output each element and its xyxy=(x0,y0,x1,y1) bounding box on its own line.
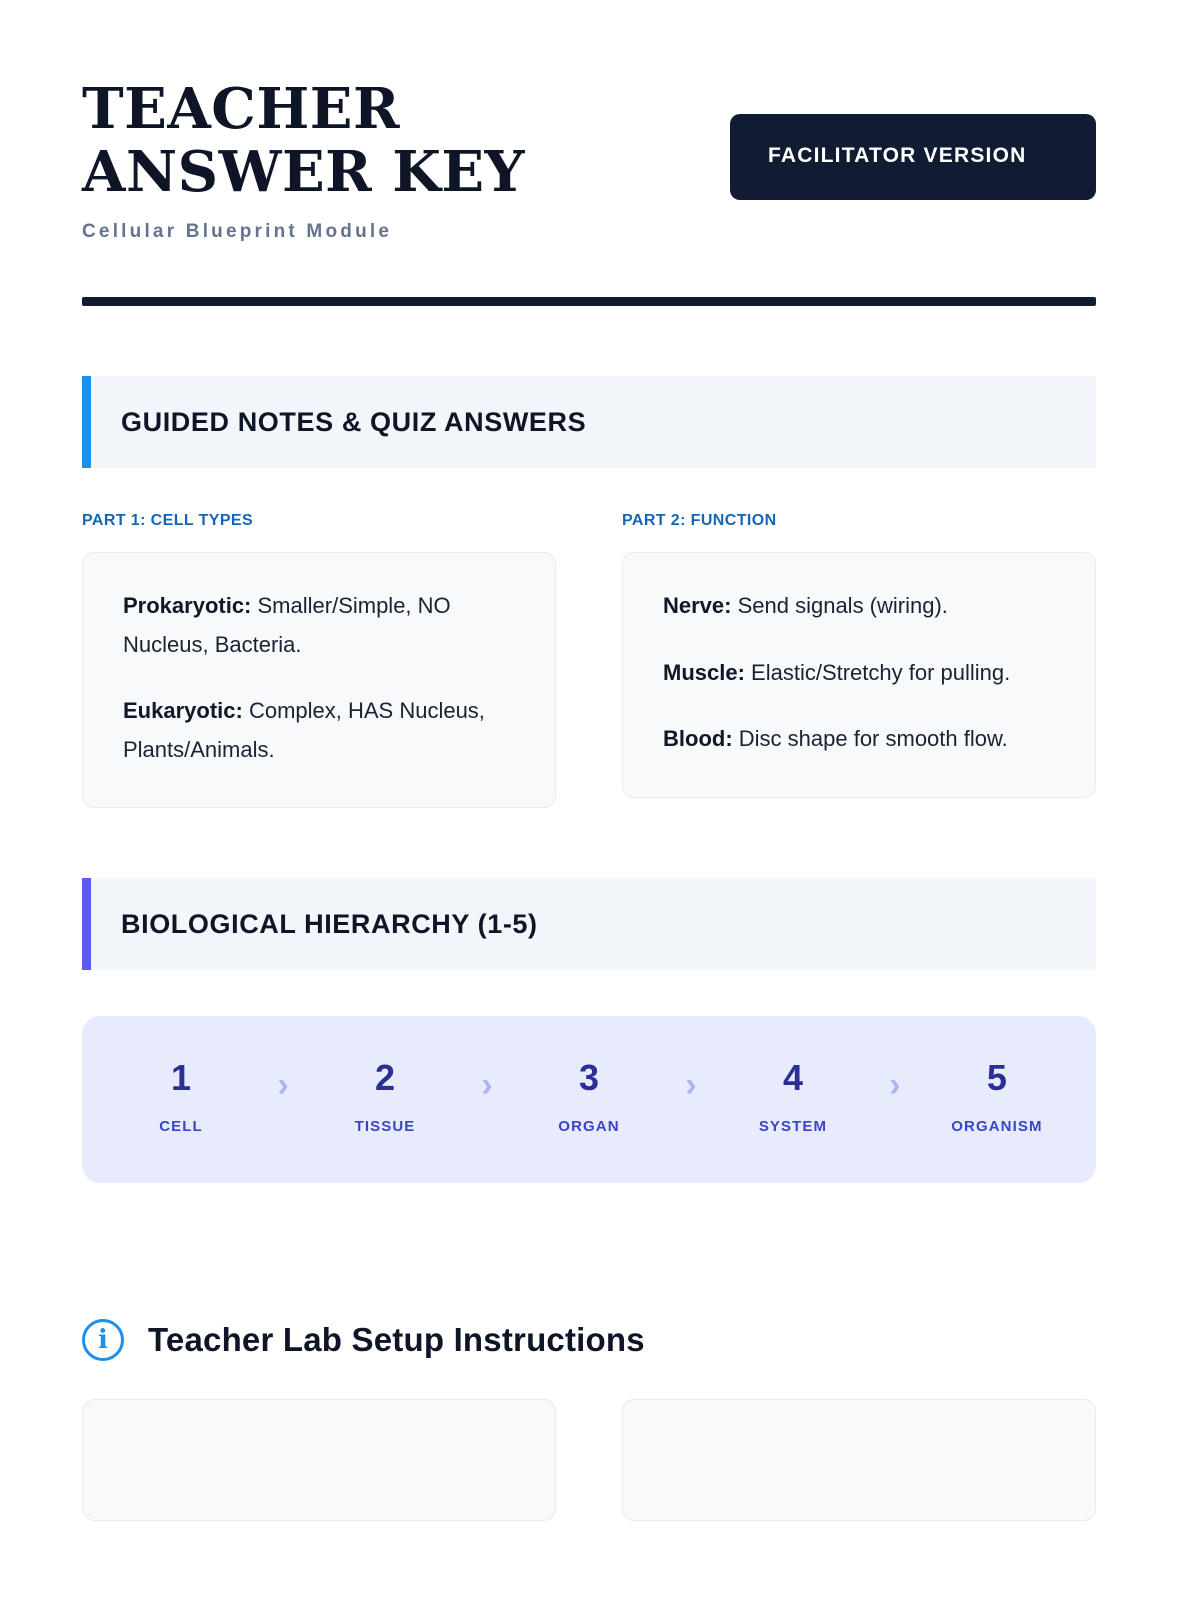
answer-term: Prokaryotic: xyxy=(123,593,252,619)
lab-setup-header xyxy=(82,1319,1096,1361)
lab-setup-title: Teacher Lab Setup Instructions xyxy=(148,1321,645,1359)
answer-term: Blood: xyxy=(663,726,733,752)
hierarchy-step-label: TISSUE xyxy=(354,1118,416,1136)
hierarchy-step-number: 2 xyxy=(374,1057,395,1099)
hierarchy-step-number: 1 xyxy=(170,1057,192,1099)
answer-card-part2 xyxy=(622,552,1096,798)
answer-text: Complex, HAS Nucleus, Plants/Animals. xyxy=(123,698,485,762)
version-badge: FACILITATOR VERSION xyxy=(730,114,1096,200)
section-header-answers xyxy=(82,376,1096,468)
answer-text: Send signals (wiring). xyxy=(731,593,948,619)
lab-setup-cards xyxy=(82,1399,1096,1521)
page-title: TEACHER ANSWER KEY xyxy=(82,76,526,205)
hierarchy-step-label: ORGANISM xyxy=(951,1118,1043,1136)
answer-term: Muscle: xyxy=(663,659,745,685)
hierarchy-step-label: SYSTEM xyxy=(758,1118,828,1136)
chevron-right-icon: › xyxy=(889,1065,901,1104)
answer-item xyxy=(663,587,1057,626)
answers-column-part2 xyxy=(622,512,1096,808)
hierarchy-step-system xyxy=(734,1057,852,1136)
answer-term: Eukaryotic: xyxy=(123,698,243,724)
page-subtitle: Cellular Blueprint Module xyxy=(82,221,393,243)
section-title-hierarchy: BIOLOGICAL HIERARCHY (1-5) xyxy=(121,908,538,939)
hierarchy-step-organism xyxy=(938,1057,1056,1136)
page-header xyxy=(82,78,1096,243)
info-icon: i xyxy=(82,1319,124,1361)
hierarchy-step-cell xyxy=(122,1057,240,1136)
lab-card-left xyxy=(82,1399,556,1521)
hierarchy-step-number: 3 xyxy=(578,1057,599,1099)
column-label-part2: PART 2: FUNCTION xyxy=(622,512,777,530)
section-header-hierarchy xyxy=(82,878,1096,970)
answer-item xyxy=(123,692,517,769)
header-text-group xyxy=(82,78,642,243)
answers-columns xyxy=(82,512,1096,808)
answer-item xyxy=(663,654,1057,693)
answer-text: Elastic/Stretchy for pulling. xyxy=(744,659,1011,685)
answer-text: Smaller/Simple, NO Nucleus, Bacteria. xyxy=(123,593,451,657)
chevron-right-icon: › xyxy=(685,1065,697,1104)
hierarchy-step-number: 5 xyxy=(986,1057,1007,1099)
chevron-right-icon: › xyxy=(481,1065,493,1104)
header-divider xyxy=(82,297,1096,306)
hierarchy-diagram xyxy=(82,1016,1096,1183)
answer-card-part1 xyxy=(82,552,556,808)
answer-term: Nerve: xyxy=(663,593,732,619)
hierarchy-step-number: 4 xyxy=(782,1057,803,1099)
answer-item xyxy=(663,720,1057,759)
hierarchy-step-label: CELL xyxy=(159,1118,203,1136)
hierarchy-step-organ xyxy=(530,1057,648,1136)
chevron-right-icon: › xyxy=(277,1065,289,1104)
column-label-part1: PART 1: CELL TYPES xyxy=(82,512,254,530)
answer-item xyxy=(123,587,517,664)
answer-text: Disc shape for smooth flow. xyxy=(732,726,1008,752)
lab-card-right xyxy=(622,1399,1096,1521)
answers-column-part1 xyxy=(82,512,556,808)
hierarchy-step-tissue xyxy=(326,1057,444,1136)
hierarchy-step-label: ORGAN xyxy=(558,1118,620,1136)
section-title-answers: GUIDED NOTES & QUIZ ANSWERS xyxy=(121,406,587,437)
